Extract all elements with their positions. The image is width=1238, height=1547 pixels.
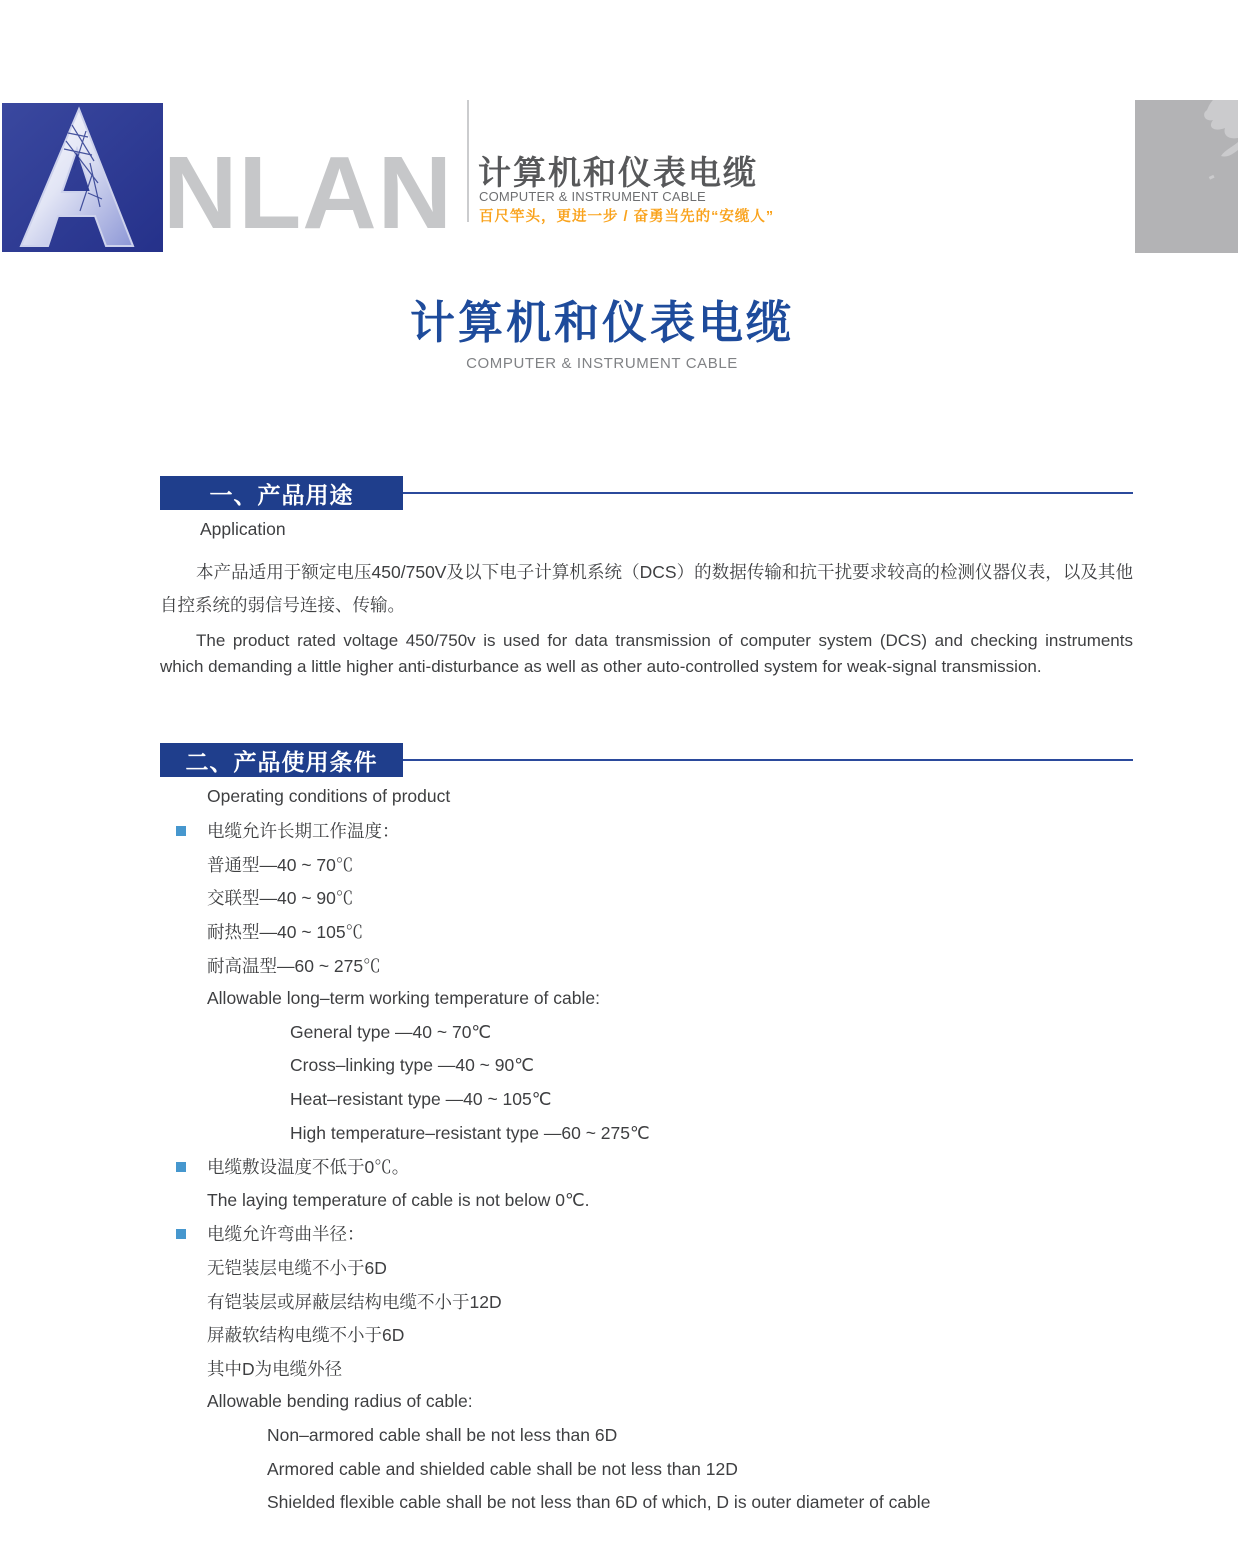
condition-row (160, 1385, 1133, 1419)
condition-row (160, 1184, 1133, 1218)
condition-row (160, 814, 1133, 848)
condition-text: Non–armored cable shall be not less than 6D (267, 1424, 618, 1445)
anlan-logo-mark (2, 103, 163, 252)
leaf-icon (1135, 100, 1238, 253)
condition-text: Allowable bending radius of cable: (207, 1391, 473, 1412)
condition-text: 有铠装层或屏蔽层结构电缆不小于12D (207, 1291, 502, 1312)
condition-text: 电缆允许弯曲半径： (207, 1224, 365, 1245)
condition-text: 交联型—40 ~ 90℃ (207, 888, 354, 909)
operating-conditions-list (160, 814, 1133, 1519)
brand-title-en: COMPUTER & INSTRUMENT CABLE (479, 189, 706, 204)
condition-text: High temperature–resistant type —60 ~ 275℃ (290, 1122, 650, 1143)
section1-header (160, 476, 1133, 510)
condition-text: 屏蔽软结构电缆不小于6D (207, 1325, 405, 1346)
logo-a-icon (2, 103, 163, 252)
condition-row (160, 1452, 1133, 1486)
condition-text: 电缆允许长期工作温度： (207, 821, 400, 842)
condition-row (160, 1217, 1133, 1251)
corner-leaf-art (1135, 100, 1238, 253)
condition-text: Shielded flexible cable shall be not less than 6D of which, D is outer diameter of cable (267, 1492, 931, 1513)
condition-row (160, 915, 1133, 949)
condition-row (160, 1083, 1133, 1117)
page-title: 计算机和仪表电缆 (409, 297, 794, 348)
bullet-square-icon (176, 826, 186, 836)
condition-row (160, 982, 1133, 1016)
condition-text: Allowable long–term working temperature of cable: (207, 988, 600, 1009)
condition-row (160, 1318, 1133, 1352)
brand-tagline: 百尺竿头，更进一步 / 奋勇当先的“安缆人” (479, 209, 775, 225)
condition-text: 耐热型—40 ~ 105℃ (207, 922, 364, 943)
condition-text: General type —40 ~ 70℃ (290, 1021, 492, 1042)
condition-row (160, 1251, 1133, 1285)
condition-text: The laying temperature of cable is not below 0℃. (207, 1189, 590, 1210)
condition-row (160, 1352, 1133, 1386)
section2-rule (400, 759, 1133, 761)
condition-row (160, 1486, 1133, 1520)
section1-heading-en: Application (200, 519, 286, 539)
section2-heading: 二、产品使用条件 (160, 743, 403, 777)
page-subtitle: COMPUTER & INSTRUMENT CABLE (466, 355, 738, 372)
brand-title-zh: 计算机和仪表电缆 (478, 154, 758, 191)
bullet-square-icon (176, 1162, 186, 1172)
brand-divider (467, 100, 469, 222)
condition-text: 其中D为电缆外径 (207, 1358, 343, 1379)
condition-text: 耐高温型—60 ~ 275℃ (207, 955, 381, 976)
condition-row (160, 1049, 1133, 1083)
condition-text: Cross–linking type —40 ~ 90℃ (290, 1055, 534, 1076)
condition-row (160, 848, 1133, 882)
condition-text: Armored cable and shielded cable shall be not less than 12D (267, 1458, 738, 1479)
condition-row (160, 1016, 1133, 1050)
condition-row (160, 1116, 1133, 1150)
condition-text: 普通型—40 ~ 70℃ (207, 854, 354, 875)
condition-text: 无铠装层电缆不小于6D (207, 1258, 387, 1279)
logo-wordmark: NLAN (163, 135, 454, 250)
section1-heading: 一、产品用途 (160, 476, 403, 510)
condition-text: Heat–resistant type —40 ~ 105℃ (290, 1089, 552, 1110)
section2-header (160, 743, 1133, 777)
section1-rule (400, 492, 1133, 494)
condition-row (160, 1150, 1133, 1184)
condition-text: 电缆敷设温度不低于0℃。 (207, 1157, 410, 1178)
condition-row (160, 1419, 1133, 1453)
application-paragraph-zh: 本产品适用于额定电压450/750V及以下电子计算机系统（DCS）的数据传输和抗干扰要求较高的检测仪器仪表，以及其他自控系统的弱信号连接、传输。 (160, 562, 1133, 615)
condition-row (160, 948, 1133, 982)
application-paragraph-en: The product rated voltage 450/750v is used for data transmission of computer system (DCS) and checking instruments which demanding a little higher anti-disturbance as well as other auto-controlled system for weak-signal transmission. (160, 631, 1133, 676)
condition-row (160, 881, 1133, 915)
section2-heading-en: Operating conditions of product (207, 786, 451, 806)
bullet-square-icon (176, 1229, 186, 1239)
condition-row (160, 1284, 1133, 1318)
